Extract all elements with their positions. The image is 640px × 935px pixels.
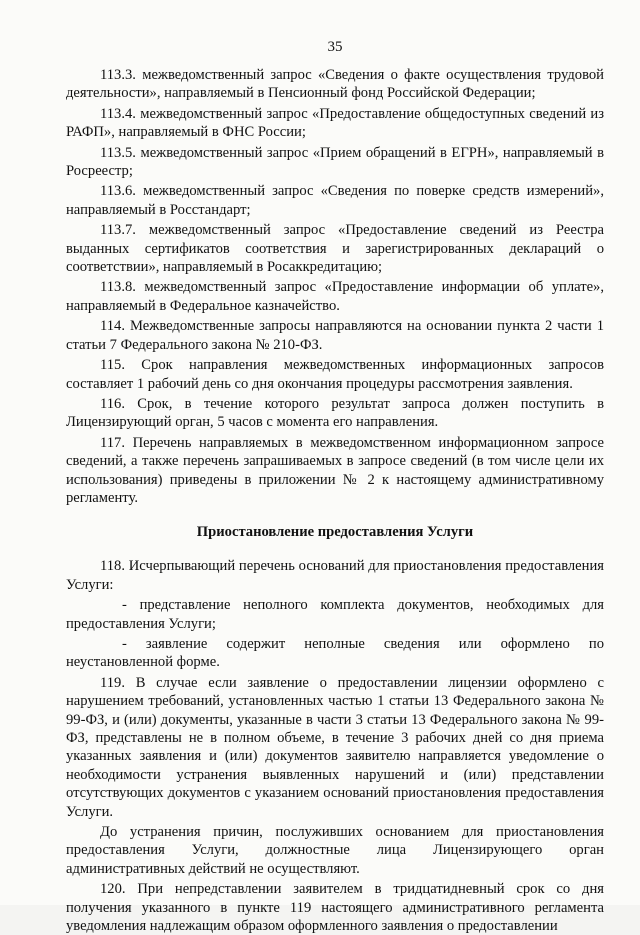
paragraph-114: 114. Межведомственные запросы направляются на основании пункта 2 части 1 статьи 7 Федерального закона № 210-ФЗ. bbox=[66, 318, 604, 353]
paragraph-113-6: 113.6. межведомственный запрос «Сведения по поверке средств измерений», направляемый в Росстандарт; bbox=[66, 183, 604, 218]
paragraph-113-4: 113.4. межведомственный запрос «Предоставление общедоступных сведений из РАФП», направляемый в ФНС России; bbox=[66, 105, 604, 141]
paragraph-117: 117. Перечень направляемых в межведомственном информационном запросе сведений, а также перечень запрашиваемых в запросе сведений (в том числе цели их использования) приведены в приложении № 2 к настоящему административному регламенту. bbox=[66, 434, 604, 506]
paragraph-119-continuation: До устранения причин, послуживших основанием для приостановления предоставления Услуги, должностные лица Лицензирующего орган административных действий не осуществляют. bbox=[66, 824, 604, 877]
paragraph-116: 116. Срок, в течение которого результат запроса должен поступить в Лицензирующий орган, 5 часов с момента его направления. bbox=[66, 395, 604, 431]
list-item-incomplete-documents: - представление неполного комплекта документов, необходимых для предоставления Услуги; bbox=[66, 597, 604, 632]
paragraph-113-5: 113.5. межведомственный запрос «Прием обращений в ЕГРН», направляемый в Росреестр; bbox=[66, 144, 604, 180]
paragraph-119: 119. В случае если заявление о предоставлении лицензии оформлено с нарушением требований, установленных частью 1 статьи 13 Федерального закона № 99-ФЗ, и (или) документы, указанные в части 3 статьи 13 Федерального закона № 99-ФЗ, представлены не в полном объеме, в течение 3 рабочих дней со дня приема указанных заявления и (или) документов заявителю направляется уведомление о необходимости устранения выявленных нарушений и (или) представлении отсутствующих документов с указанием оснований приостановления предоставления Услуги. bbox=[66, 674, 604, 820]
paragraph-115: 115. Срок направления межведомственных информационных запросов составляет 1 рабочий день со дня окончания процедуры рассмотрения заявления. bbox=[66, 357, 604, 392]
section-heading: Приостановление предоставления Услуги bbox=[196, 524, 474, 541]
paragraph-113-8: 113.8. межведомственный запрос «Предоставление информации об уплате», направляемый в Федеральное казначейство. bbox=[66, 279, 604, 314]
paragraph-113-7: 113.7. межведомственный запрос «Предоставление сведений из Реестра выданных сертификатов соответствия и зарегистрированных деклараций о соответствии», направляемый в Росаккредитацию; bbox=[66, 222, 604, 276]
page-number: 35 bbox=[327, 39, 343, 55]
paragraph-113-3: 113.3. межведомственный запрос «Сведения о факте осуществления трудовой деятельности», направляемый в Пенсионный фонд Российской Федерации; bbox=[66, 67, 604, 102]
list-item-incomplete-application: - заявление содержит неполные сведения или оформлено по неустановленной форме. bbox=[66, 635, 604, 671]
paragraph-120: 120. При непредставлении заявителем в тридцатидневный срок со дня получения указанного в пункте 119 настоящего административного регламента уведомления надлежащим образом оформленного заявления о предоставлении bbox=[66, 881, 604, 935]
paragraph-118: 118. Исчерпывающий перечень оснований для приостановления предоставления Услуги: bbox=[66, 558, 604, 593]
